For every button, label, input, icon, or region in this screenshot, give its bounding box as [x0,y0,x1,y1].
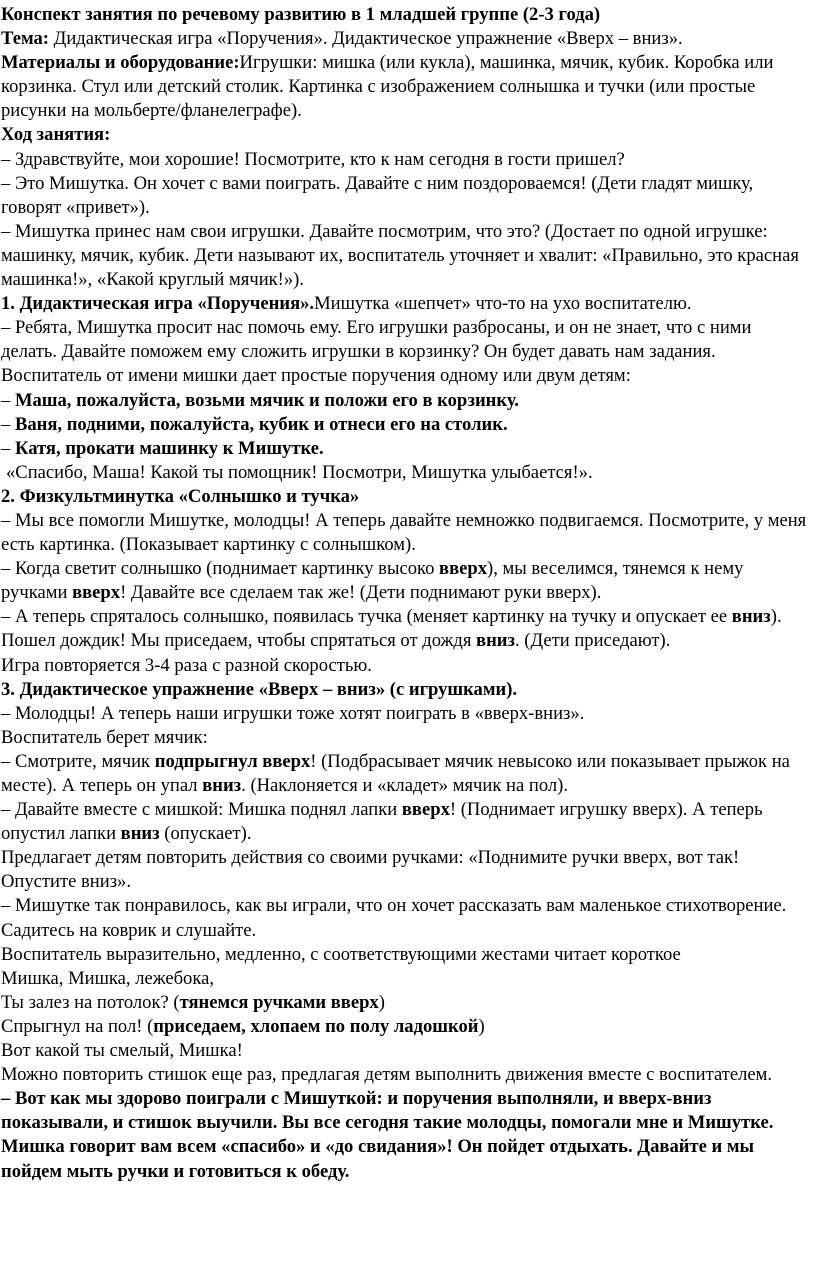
text-run: ), мы веселимся, тянемся к нему ручками [1,558,744,604]
text-run: (опускает). [159,823,252,845]
repeat-paragraph: Можно повторить стишок еще раз, предлагая детям выполнить движения вместе с воспитателем. [1,1064,773,1086]
text-run: ). Пошел дождик! Мы приседаем, чтобы спрятаться от дождя [1,606,782,652]
text-run: . (Дети приседают). [514,630,671,652]
intro-paragraph: – Это Мишутка. Он хочет с вами поиграть. Давайте с ним поздороваемся! (Дети гладят мишку, говорят «привет»). [1,172,754,218]
intro-paragraph: – Мишутка принес нам свои игрушки. Давайте посмотрим, что это? (Достает по одной игрушке: машинку, мячик, кубик. Дети называют их, воспитатель уточняет и хвалит: «Правильно, это красная машинка!», «Какой круглый мячик!»). [1,220,799,291]
section3-paragraph: Воспитатель выразительно, медленно, с соответствующими жестами читает короткое [1,943,681,965]
course-heading: Ход занятия: [1,124,111,146]
poem-line [1,991,812,1015]
document-title: Конспект занятия по речевому развитию в 1 младшей группе (2-3 года) [1,4,601,25]
section3-heading: 3. Дидактическое упражнение «Вверх – вниз» (с игрушками). [1,678,518,700]
text-run: – Смотрите, мячик [1,750,155,772]
text-run: ! Давайте все сделаем так же! (Дети поднимают руки вверх). [120,582,602,604]
text-run: ! (Подбрасывает мячик невысоко или показывает прыжок на месте). А теперь он упал [1,750,790,796]
intro-paragraph: – Здравствуйте, мои хорошие! Посмотрите, кто к нам сегодня в гости пришел? [1,148,625,170]
section3-paragraph [1,750,812,798]
materials-label: Материалы и оборудование: [1,52,240,74]
task-text: Маша, пожалуйста, возьми мячик и положи его в корзинку. [14,389,519,411]
text-run: Ты залез на потолок? ( [1,991,180,1013]
poem-line: Вот какой ты смелый, Мишка! [1,1040,243,1062]
task-item [1,437,812,461]
section2-paragraph [1,557,812,605]
emphasis: вверх [72,582,121,604]
text-run: ! (Поднимает игрушку вверх). А теперь опустил лапки [1,799,763,845]
section2-paragraph: – Мы все помогли Мишутке, молодцы! А теперь давайте немножко подвигаемся. Посмотрите, у меня есть картинка. (Показывает картинку с солнышком). [1,509,807,556]
task-text: Ваня, подними, пожалуйста, кубик и отнеси его на столик. [14,413,508,435]
text-run: – Когда светит солнышко (поднимает картинку высоко [1,558,440,580]
topic-paragraph [1,27,812,51]
section3-paragraph [1,798,812,846]
topic-label: Тема: [1,28,49,50]
emphasis: вверх [439,558,488,580]
topic-text: Дидактическая игра «Поручения». Дидактическое упражнение «Вверх – вниз». [48,28,683,50]
section1-paragraph: – Ребята, Мишутка просит нас помочь ему. Его игрушки разбросаны, и он не знает, что с ними делать. Давайте поможем ему сложить игрушки в корзинку? Он будет давать нам задания. [1,317,752,363]
text-run: . (Наклоняется и «кладет» мячик на пол). [241,775,569,796]
text-run: ) [378,991,385,1013]
section1-heading-paragraph [1,292,812,316]
emphasis: вверх [401,799,450,821]
section2-paragraph [1,605,812,653]
text-run: ) [478,1015,485,1037]
emphasis: тянемся ручками вверх [179,991,379,1013]
emphasis: вниз [202,775,242,796]
task-item [1,389,812,413]
section1-paragraph: Воспитатель от имени мишки дает простые поручения одному или двум детям: [1,365,631,387]
text-run: – А теперь спряталось солнышко, появилась тучка (меняет картинку на тучку и опускает ее [1,606,732,628]
materials-paragraph [1,51,812,123]
task-dash: – [1,437,15,459]
emphasis: вниз [476,630,515,652]
section1-heading: 1. Дидактическая игра «Поручения». [1,293,315,315]
poem-line: Мишка, Мишка, лежебока, [1,967,215,989]
text-run: – Давайте вместе с мишкой: Мишка поднял лапки [1,799,402,821]
emphasis: вниз [731,606,771,628]
task-dash: – [1,413,15,435]
section2-paragraph: Игра повторяется 3-4 раза с разной скоростью. [1,654,372,676]
section1-heading-rest: Мишутка «шепчет» что-то на ухо воспитателю. [314,293,692,315]
section3-paragraph: Воспитатель берет мячик: [1,726,208,748]
section3-paragraph: – Молодцы! А теперь наши игрушки тоже хотят поиграть в «вверх-вниз». [1,702,585,724]
emphasis: подпрыгнул вверх [154,750,311,772]
task-text: Катя, прокати машинку к Мишутке. [14,437,324,459]
section3-paragraph: Предлагает детям повторить действия со своими ручками: «Поднимите ручки вверх, вот так! Опустите вниз». [1,847,740,893]
praise-paragraph: «Спасибо, Маша! Какой ты помощник! Посмотри, Мишутка улыбается!». [6,461,593,483]
poem-line [1,1015,812,1039]
section2-heading: 2. Физкультминутка «Солнышко и тучка» [1,485,360,507]
emphasis: приседаем, хлопаем по полу ладошкой [153,1015,479,1037]
task-item [1,413,812,437]
section3-paragraph: – Мишутке так понравилось, как вы играли, что он хочет рассказать вам маленькое стихотворение. Садитесь на коврик и слушайте. [1,895,787,941]
task-dash: – [1,389,15,411]
materials-text: Игрушки: мишка (или кукла), машинка, мячик, кубик. Коробка или корзинка. Стул или детский столик. Картинка с изображением солнышка и тучки (или простые рисунки на мольберте/фланелеграфе). [1,52,774,122]
closing-paragraph: – Вот как мы здорово поиграли с Мишуткой: и поручения выполняли, и вверх-вниз показывали, и стишок выучили. Вы все сегодня такие молодцы, помогали мне и Мишутке. Мишка говорит вам всем «спасибо» и «до свидания»! Он пойдет отдыхать. Давайте и мы пойдем мыть ручки и готовиться к обеду. [1,1088,774,1182]
text-run: Спрыгнул на пол! ( [1,1015,154,1037]
emphasis: вниз [120,823,160,845]
